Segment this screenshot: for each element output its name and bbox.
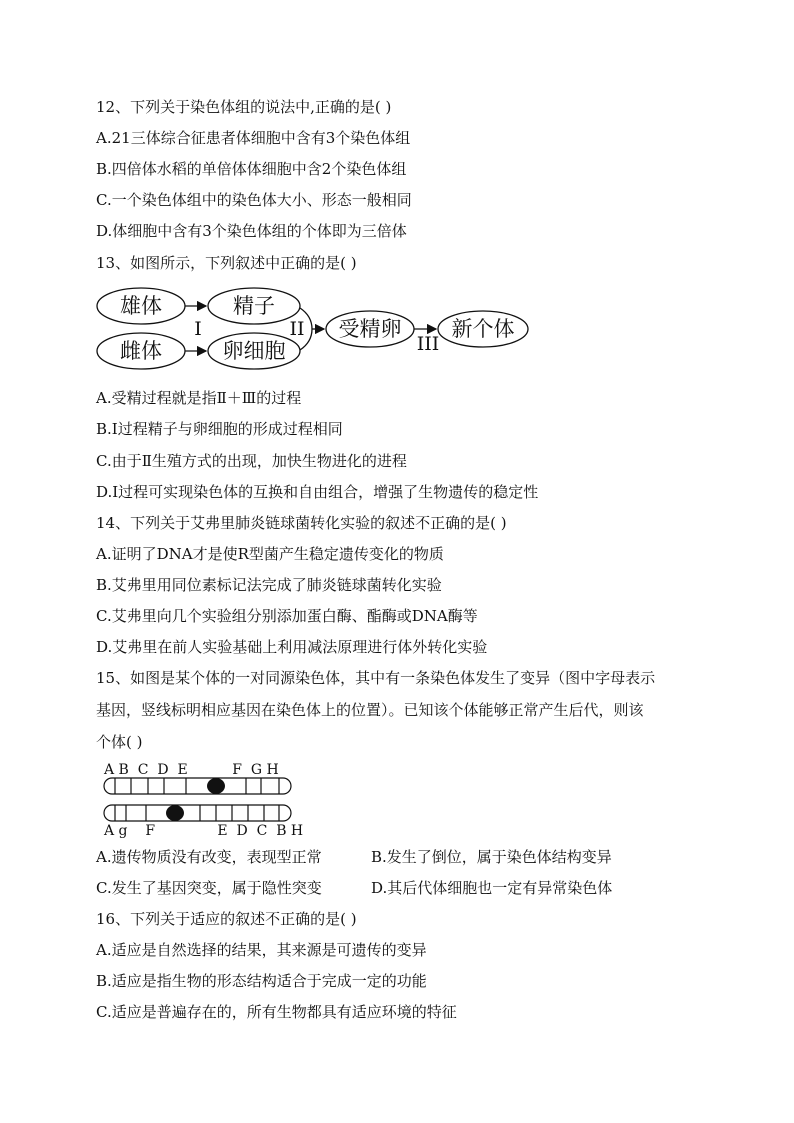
q13-stem: 13、如图所示，下列叙述中正确的是( ): [96, 254, 357, 272]
q15-option-d: D.其后代体细胞也一定有异常染色体: [371, 879, 613, 897]
q15-option-b: B.发生了倒位，属于染色体结构变异: [371, 848, 612, 866]
q14-option-b: B.艾弗里用同位素标记法完成了肺炎链球菌转化实验: [96, 576, 442, 594]
q15-option-c: C.发生了基因突变，属于隐性突变: [96, 879, 322, 897]
female-label: 雌体: [120, 339, 162, 363]
q15-option-a: A.遗传物质没有改变，表现型正常: [96, 848, 322, 866]
q14-stem: 14、下列关于艾弗里肺炎链球菌转化实验的叙述不正确的是( ): [96, 514, 507, 532]
q15-stem-line-1: 15、如图是某个体的一对同源染色体，其中有一条染色体发生了变异（图中字母表示: [96, 669, 656, 687]
zygote-label: 受精卵: [338, 317, 402, 341]
q14-option-c: C.艾弗里向几个实验组分别添加蛋白酶、酯酶或DNA酶等: [96, 607, 478, 625]
q16-option-b: B.适应是指生物的形态结构适合于完成一定的功能: [96, 972, 427, 990]
q14-option-a: A.证明了DNA才是使R型菌产生稳定遗传变化的物质: [96, 545, 444, 563]
q13-option-a: A.受精过程就是指Ⅱ＋Ⅲ的过程: [96, 389, 302, 407]
male-label: 雄体: [120, 294, 162, 318]
q12-stem: 12、下列关于染色体组的说法中,正确的是( ): [96, 98, 392, 116]
step-3-label: III: [416, 333, 440, 355]
egg-label: 卵细胞: [222, 339, 286, 363]
q16-option-c: C.适应是普遍存在的，所有生物都具有适应环境的特征: [96, 1003, 457, 1021]
centromere-bottom: [166, 805, 184, 821]
q12-option-d: D.体细胞中含有3个染色体组的个体即为三倍体: [96, 222, 407, 240]
step-1-label: I: [194, 318, 202, 340]
chrom-bottom-genes: A g F E D C B H: [104, 823, 304, 838]
q13-option-b: B.Ⅰ过程精子与卵细胞的形成过程相同: [96, 420, 343, 438]
new-individual-label: 新个体: [451, 317, 515, 341]
chromosome-diagram: [98, 758, 308, 838]
q15-stem-line-2: 基因，竖线标明相应基因在染色体上的位置）。已知该个体能够正常产生后代，则该: [96, 701, 644, 719]
q16-stem: 16、下列关于适应的叙述不正确的是( ): [96, 910, 357, 928]
chrom-top-genes: A B C D E F G H: [104, 762, 279, 778]
chromosome-top: [104, 778, 291, 794]
q12-option-b: B.四倍体水稻的单倍体体细胞中含2个染色体组: [96, 160, 407, 178]
step-2-label: II: [289, 318, 305, 340]
chromosome-bottom: [104, 805, 291, 821]
q12-option-a: A.21三体综合征患者体细胞中含有3个染色体组: [96, 129, 411, 147]
q16-option-a: A.适应是自然选择的结果，其来源是可遗传的变异: [96, 941, 427, 959]
q13-option-c: C.由于Ⅱ生殖方式的出现，加快生物进化的进程: [96, 452, 407, 470]
centromere-top: [207, 778, 225, 794]
q12-option-c: C.一个染色体组中的染色体大小、形态一般相同: [96, 191, 412, 209]
sperm-label: 精子: [233, 294, 275, 318]
q14-option-d: D.艾弗里在前人实验基础上利用减法原理进行体外转化实验: [96, 638, 488, 656]
q15-stem-line-3: 个体( ): [96, 733, 143, 751]
q13-option-d: D.Ⅰ过程可实现染色体的互换和自由组合，增强了生物遗传的稳定性: [96, 483, 539, 501]
reproduction-flow-diagram: [0, 282, 794, 382]
